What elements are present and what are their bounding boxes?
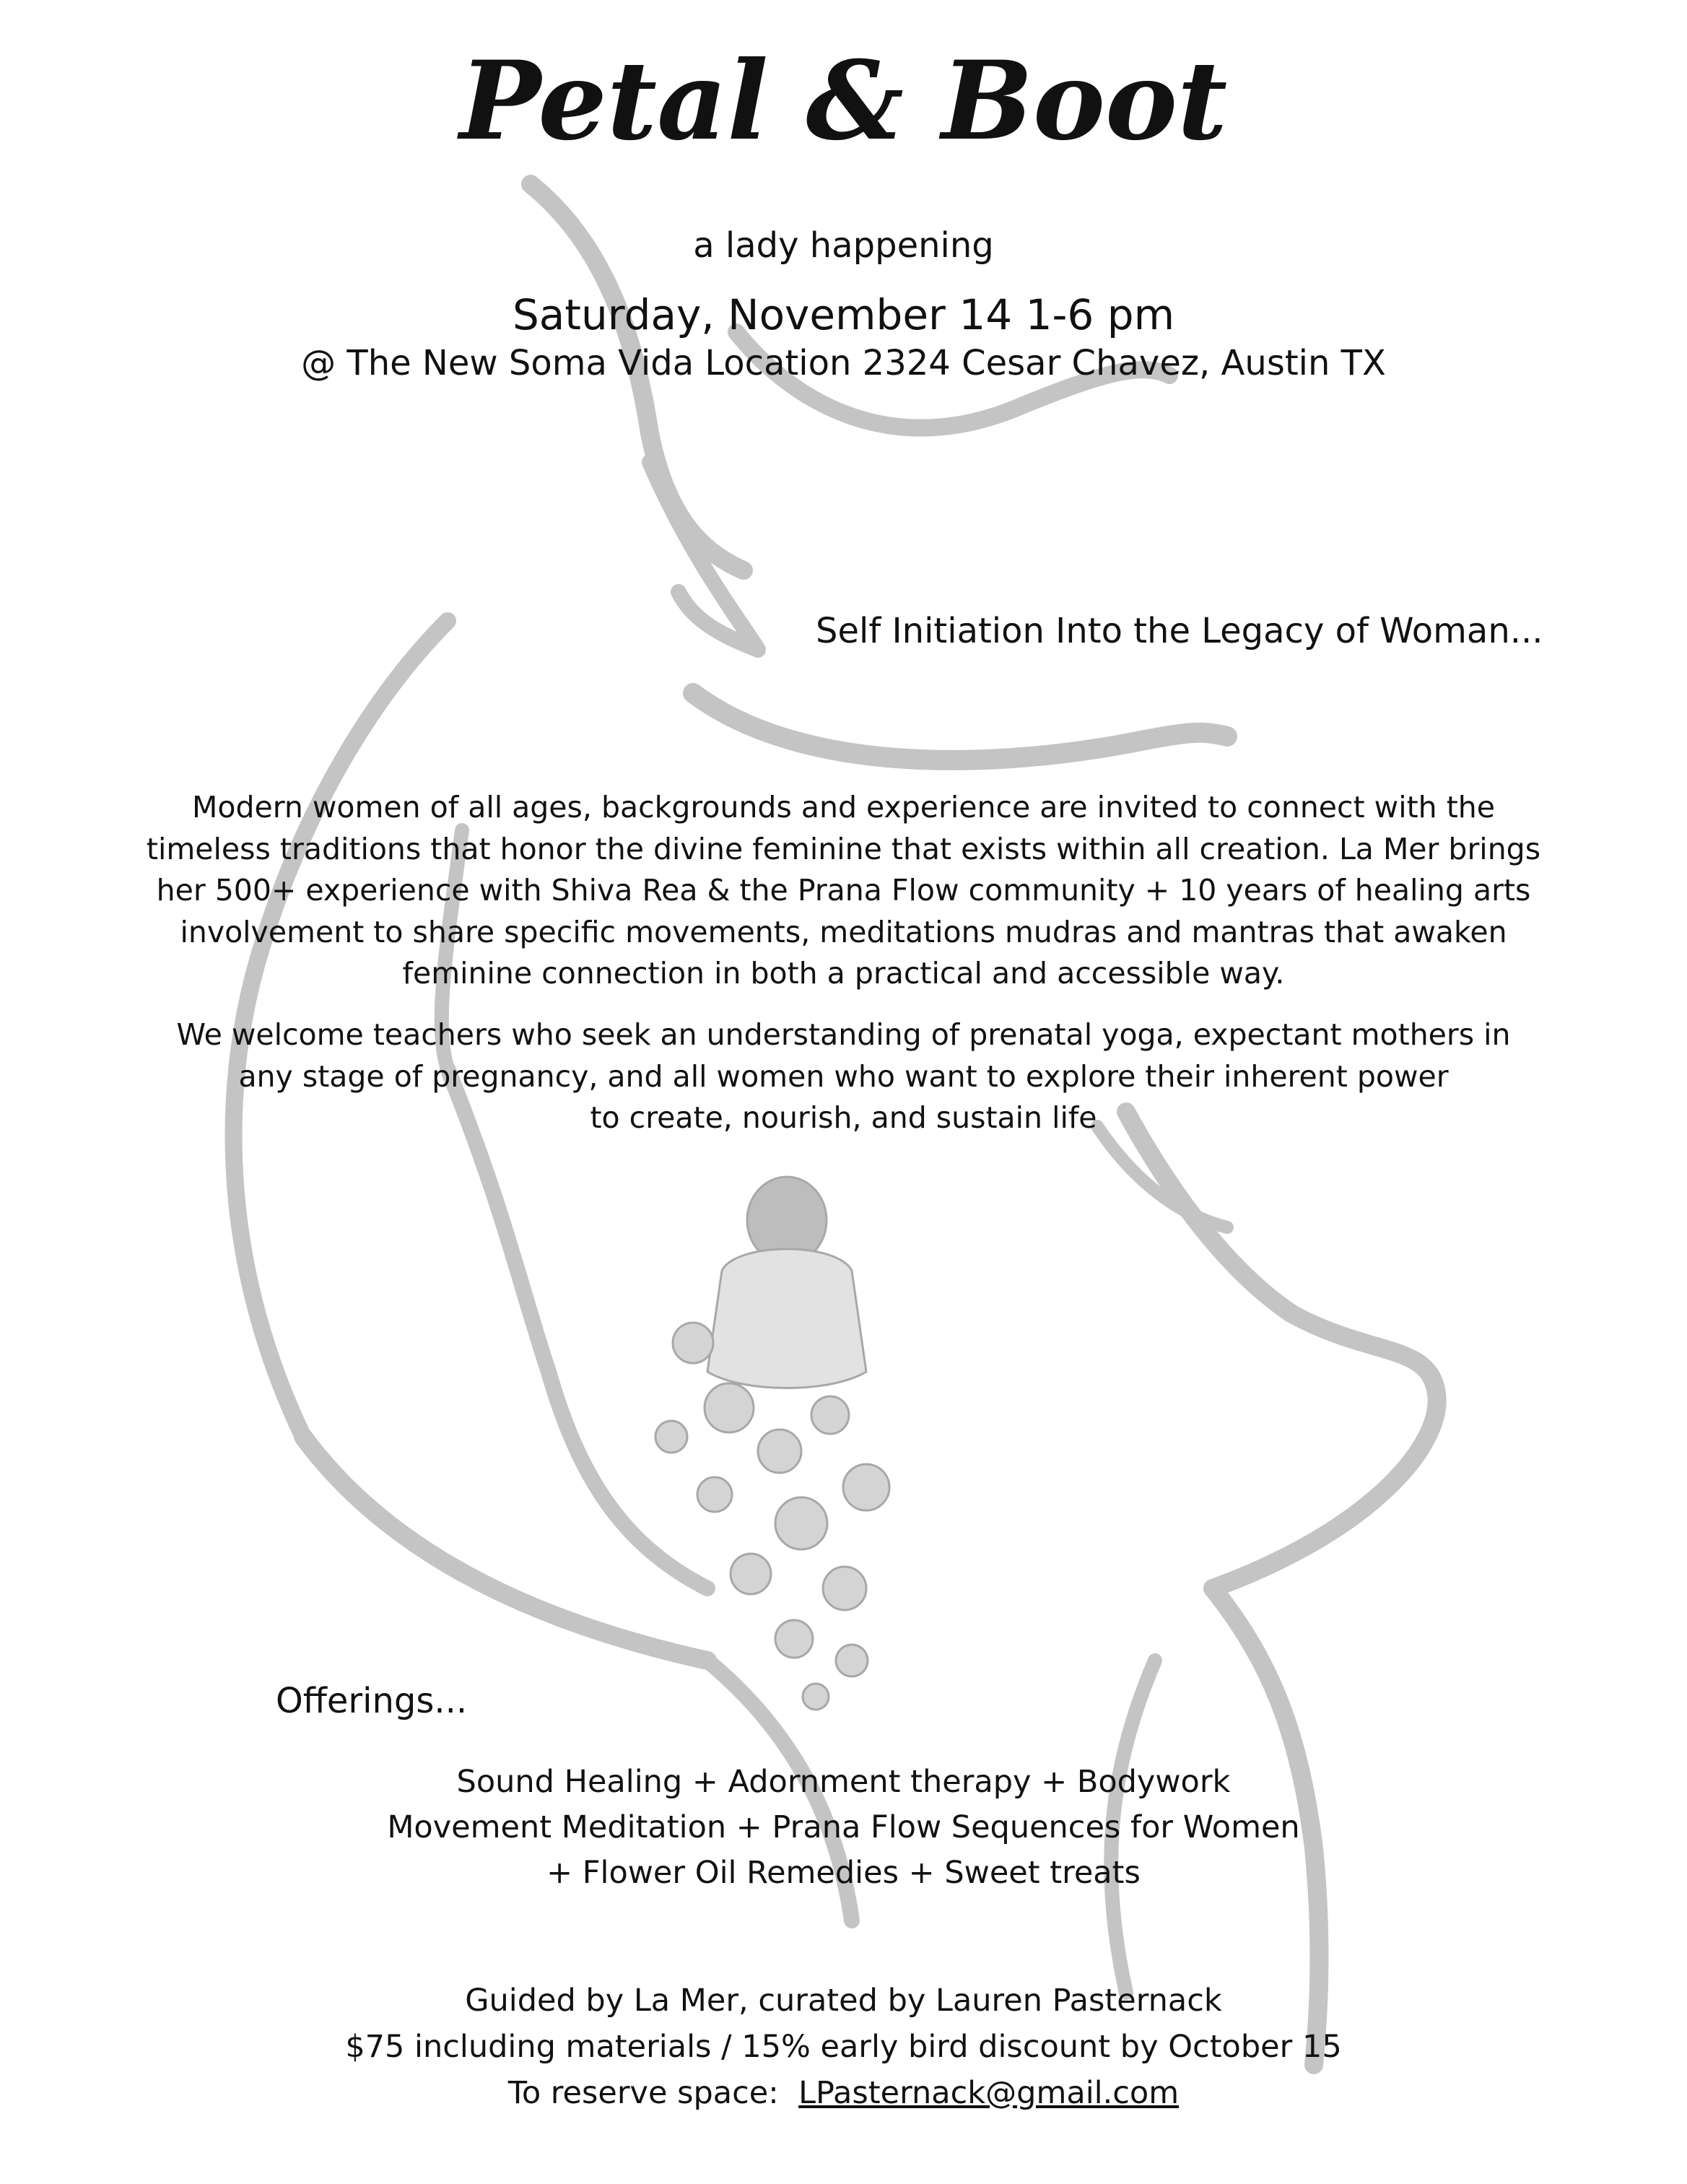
description-line: timeless traditions that honor the divine feminine that exists within all creation. La Mer brings <box>146 831 1541 866</box>
sketch-shoulder-line <box>693 693 1227 760</box>
event-subtitle: Self Initiation Into the Legacy of Woman... <box>816 611 1543 651</box>
guided-by-text: Guided by La Mer, curated by Lauren Pasternack <box>465 1983 1222 2019</box>
event-title: Petal & Boot <box>459 38 1228 165</box>
description-line: involvement to share specific movements, meditations mudras and mantras that awaken <box>180 914 1507 949</box>
offerings-heading: Offerings... <box>276 1681 468 1721</box>
description-line: to create, nourish, and sustain life <box>590 1100 1097 1135</box>
offerings-line: + Flower Oil Remedies + Sweet treats <box>546 1855 1141 1891</box>
event-footer <box>0 1978 1687 2116</box>
sketch-inner-arm <box>448 1069 707 1588</box>
email-link[interactable]: LPasternack@gmail.com <box>798 2075 1180 2111</box>
event-date-time: Saturday, November 14 1-6 pm <box>512 290 1175 339</box>
description-line: We welcome teachers who seek an understanding of prenatal yoga, expectant mothers in <box>176 1017 1511 1052</box>
flower-figure-illustration <box>655 1177 889 1710</box>
description-line: feminine connection in both a practical and accessible way. <box>402 956 1285 991</box>
description-paragraph-2 <box>0 1014 1687 1139</box>
sketch-belly-line <box>1126 1112 1437 1588</box>
description-paragraph-1 <box>0 787 1687 995</box>
price-text: $75 including materials / 15% early bird discount by October 15 <box>345 2029 1342 2065</box>
description-line: her 500+ experience with Shiva Rea & the Prana Flow community + 10 years of healing arts <box>156 873 1531 908</box>
description-line: Modern women of all ages, backgrounds and experience are invited to connect with the <box>192 790 1495 825</box>
offerings-line: Sound Healing + Adornment therapy + Bodywork <box>456 1764 1231 1800</box>
offerings-list <box>0 1759 1687 1896</box>
event-tagline: a lady happening <box>693 225 994 266</box>
offerings-line: Movement Meditation + Prana Flow Sequences for Women <box>387 1809 1300 1845</box>
sketch-neck-line <box>650 462 758 650</box>
description-line: any stage of pregnancy, and all women who want to explore their inherent power <box>238 1058 1449 1094</box>
reserve-line <box>0 2070 1687 2116</box>
reserve-label: To reserve space: <box>507 2075 799 2111</box>
event-location: @ The New Soma Vida Location 2324 Cesar Chavez, Austin TX <box>301 343 1386 383</box>
